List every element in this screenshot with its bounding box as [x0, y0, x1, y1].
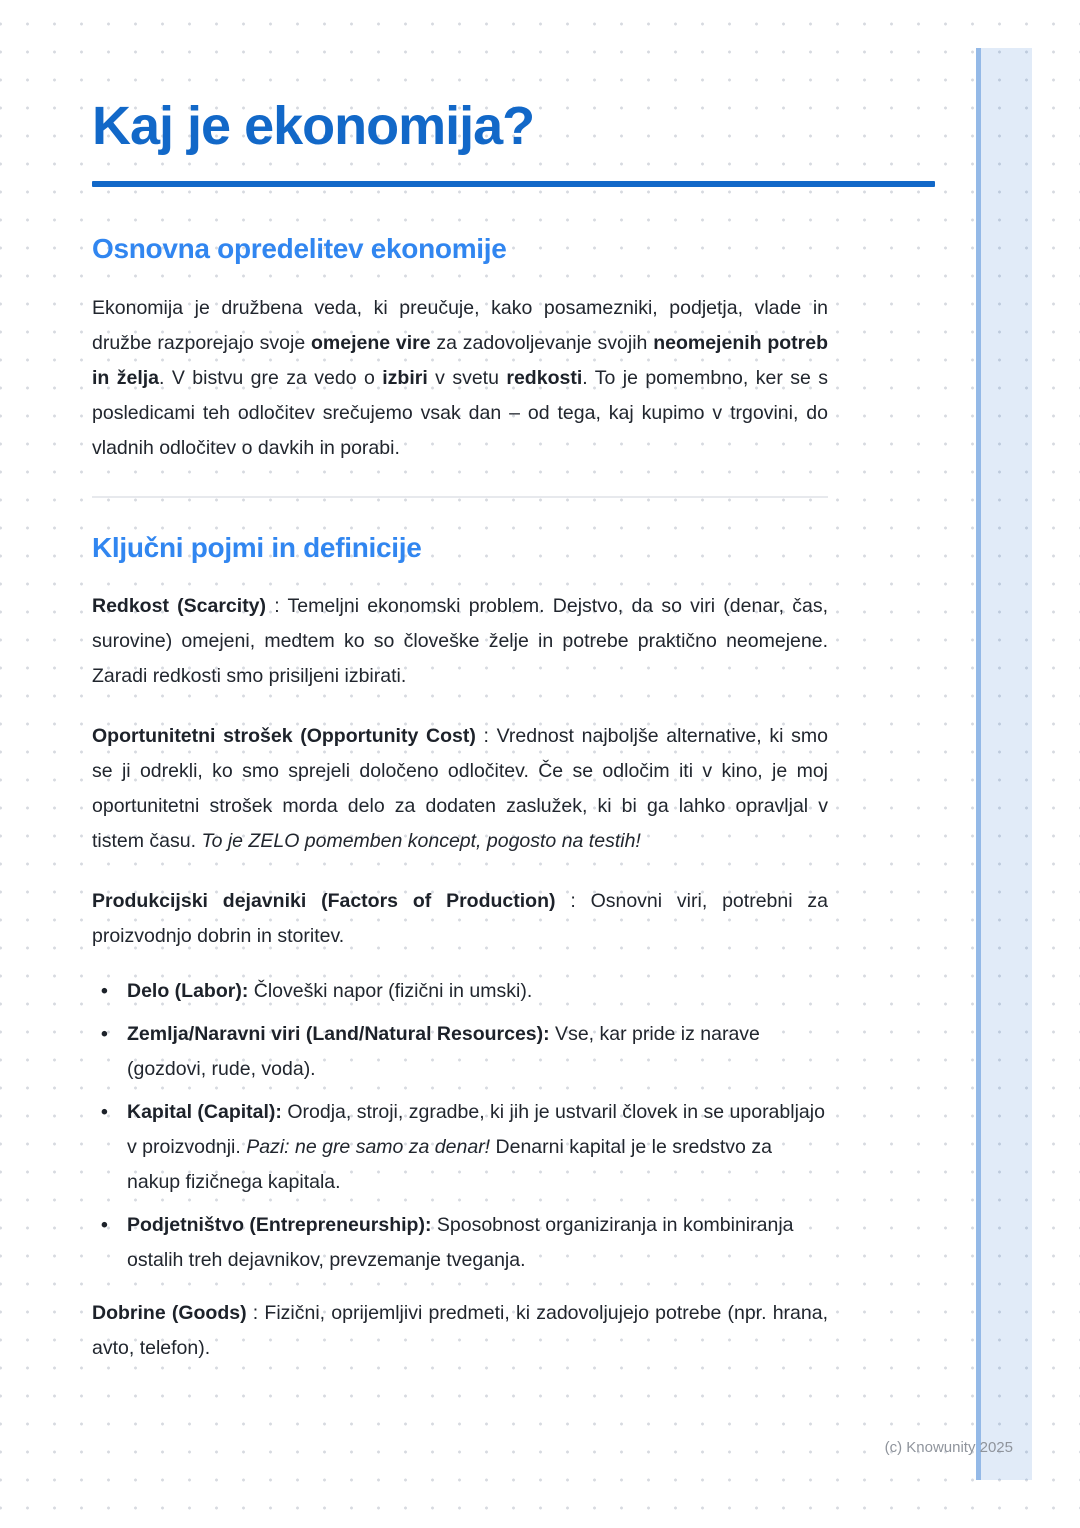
section-osnovna-opredelitev [92, 233, 828, 466]
factor-item-kapital [92, 1095, 828, 1200]
title-rule [92, 181, 935, 187]
paragraph-produkcijski-dejavniki: Produkcijski dejavniki (Factors of Production) : Osnovni viri, potrebni za proizvodnjo dobrin in storitev. [92, 890, 828, 948]
paragraph-redkost: Redkost (Scarcity) : Temeljni ekonomski problem. Dejstvo, da so viri (denar, čas, surovine) omejeni, medtem ko so človeške želje in potrebe praktično neomejene. Zaradi redkosti smo prisiljeni izbirati. [92, 595, 828, 688]
section-kljucni-pojmi [92, 532, 828, 1366]
page-edge-stripe [976, 48, 1032, 1480]
section-heading-kljucni-pojmi: Ključni pojmi in definicije [92, 531, 422, 563]
factor-item-podjetnistvo [92, 1208, 828, 1278]
paragraph-oportunitetni-strosek: Oportunitetni strošek (Opportunity Cost) : Vrednost najboljše alternative, ki smo se ji odrekli, ko smo sprejeli določeno odločitev. Če se odločim iti v kino, je moj oportunitetni strošek morda delo za dodaten zaslužek, ki bi ga lahko opravljal v tistem času. To je ZELO pomemben koncept, pogosto na testih! [92, 725, 828, 853]
section-divider [92, 496, 828, 498]
definition-paragraph: Ekonomija je družbena veda, ki preučuje, kako posamezniki, podjetja, vlade in družbe razporejajo svoje omejene vire za zadovoljevanje svojih neomejenih potreb in želja. V bistvu gre za vedo o izbiri v svetu redkosti. To je pomembno, ker se s posledicami teh odločitev srečujemo vsak dan – od tega, kaj kupimo v trgovini, do vladnih odločitev o davkih in porabi. [92, 296, 829, 459]
factor-item-text: Delo (Labor): Človeški napor (fizični in umski). [127, 980, 533, 1003]
factor-item-zemlja [92, 1017, 828, 1087]
bullet-icon: • [101, 1023, 108, 1046]
section-heading-osnovna-opredelitev: Osnovna opredelitev ekonomije [92, 232, 507, 264]
copyright-footer: (c) Knowunity 2025 [884, 1439, 1013, 1456]
factor-item-text: Podjetništvo (Entrepreneurship): Sposobnost organiziranja in kombiniranja ostalih treh dejavnikov, prevzemanje tveganja. [127, 1214, 794, 1272]
factor-item-delo [92, 974, 828, 1009]
paragraph-dobrine: Dobrine (Goods) : Fizični, oprijemljivi predmeti, ki zadovoljujejo potrebe (npr. hrana, avto, telefon). [92, 1302, 829, 1360]
bullet-icon: • [101, 980, 108, 1003]
bullet-icon: • [101, 1214, 108, 1237]
factors-of-production-list [92, 974, 828, 1278]
factor-item-text: Zemlja/Naravni viri (Land/Natural Resources): Vse, kar pride iz narave (gozdovi, rude, voda). [127, 1023, 760, 1081]
page-title: Kaj je ekonomija? [92, 96, 535, 156]
factor-item-text: Kapital (Capital): Orodja, stroji, zgradbe, ki jih je ustvaril človek in se uporabljajo v proizvodnji. Pazi: ne gre samo za denar! Denarni kapital je le sredstvo za nakup fizičnega kapitala. [127, 1101, 825, 1194]
bullet-icon: • [101, 1101, 108, 1124]
